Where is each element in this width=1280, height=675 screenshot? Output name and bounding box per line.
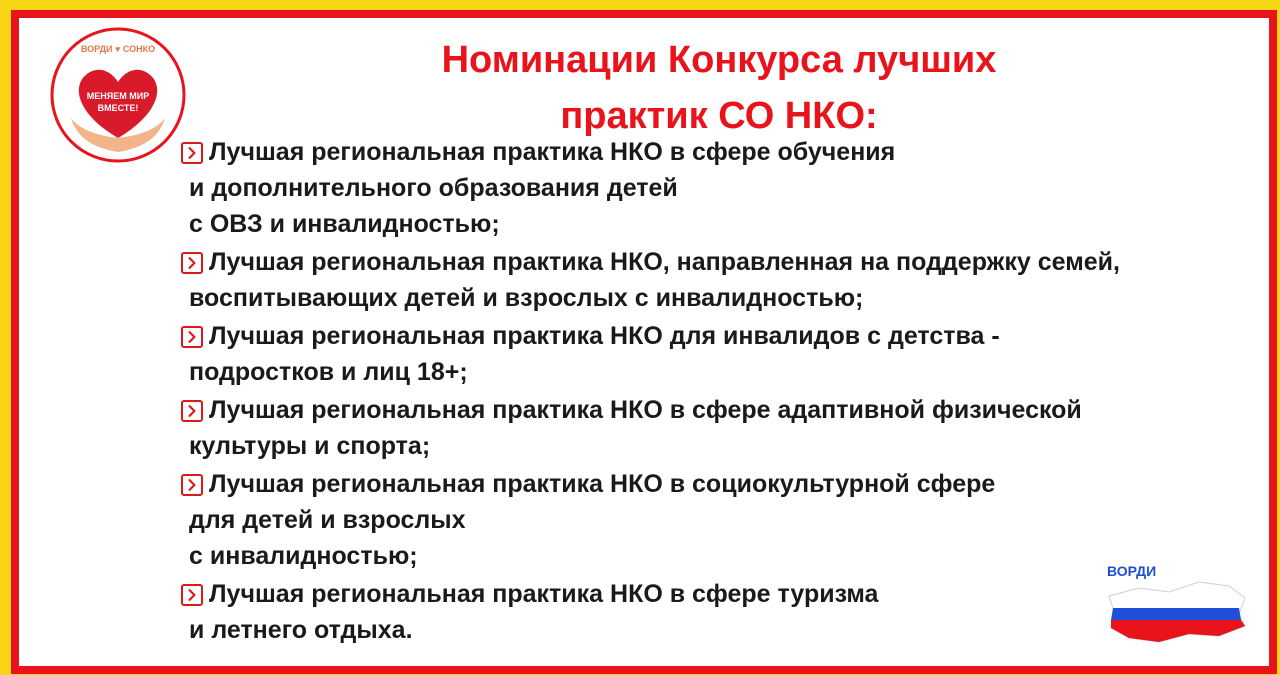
poster-content bbox=[19, 18, 1269, 666]
chevron-right-icon bbox=[181, 584, 203, 606]
title-line: Номинации Конкурса лучших bbox=[441, 39, 997, 81]
map-blue-band bbox=[1111, 608, 1241, 620]
nominations-list bbox=[167, 134, 1257, 648]
nomination-line: Лучшая региональная практика НКО в сфере адаптивной физической bbox=[209, 396, 1082, 424]
chevron-right-icon bbox=[181, 252, 203, 274]
nomination-line: Лучшая региональная практика НКО, направленная на поддержку семей, bbox=[209, 248, 1120, 276]
nomination-line: культуры и спорта; bbox=[189, 432, 431, 460]
logo-right-label: ВОРДИ bbox=[1107, 563, 1157, 579]
nomination-line: и летнего отдыха. bbox=[189, 616, 413, 644]
chevron-right-icon bbox=[181, 142, 203, 164]
nomination-line: Лучшая региональная практика НКО в социокультурной сфере bbox=[209, 470, 996, 498]
nomination-line: воспитывающих детей и взрослых с инвалидностью; bbox=[189, 284, 864, 312]
poster-frame bbox=[11, 10, 1277, 674]
nomination-line: для детей и взрослых bbox=[189, 506, 466, 534]
nomination-line: Лучшая региональная практика НКО в сфере обучения bbox=[209, 138, 896, 166]
heart-text-1: МЕНЯЕМ МИР bbox=[86, 91, 150, 101]
nomination-line: Лучшая региональная практика НКО в сфере туризма bbox=[209, 580, 879, 608]
chevron-right-icon bbox=[181, 474, 203, 496]
nomination-item bbox=[167, 392, 1257, 464]
nomination-line: с ОВЗ и инвалидностью; bbox=[189, 210, 500, 238]
nomination-item bbox=[167, 318, 1257, 390]
nomination-item bbox=[167, 244, 1257, 316]
nomination-item bbox=[167, 466, 1257, 574]
chevron-right-icon bbox=[181, 326, 203, 348]
nomination-line: и дополнительного образования детей bbox=[189, 174, 678, 202]
russia-map-flag-logo bbox=[1099, 556, 1249, 656]
nomination-item bbox=[167, 134, 1257, 242]
heart-text-2: ВМЕСТЕ! bbox=[97, 103, 139, 113]
title-line: практик СО НКО: bbox=[560, 95, 878, 137]
nomination-line: с инвалидностью; bbox=[189, 542, 418, 570]
page-title bbox=[169, 32, 1269, 144]
nomination-line: подростков и лиц 18+; bbox=[189, 358, 468, 386]
logo-arc-text: ВОРДИ ♥ СОНКО bbox=[80, 44, 156, 54]
nomination-item bbox=[167, 576, 1257, 648]
chevron-right-icon bbox=[181, 400, 203, 422]
nomination-line: Лучшая региональная практика НКО для инвалидов с детства - bbox=[209, 322, 1000, 350]
